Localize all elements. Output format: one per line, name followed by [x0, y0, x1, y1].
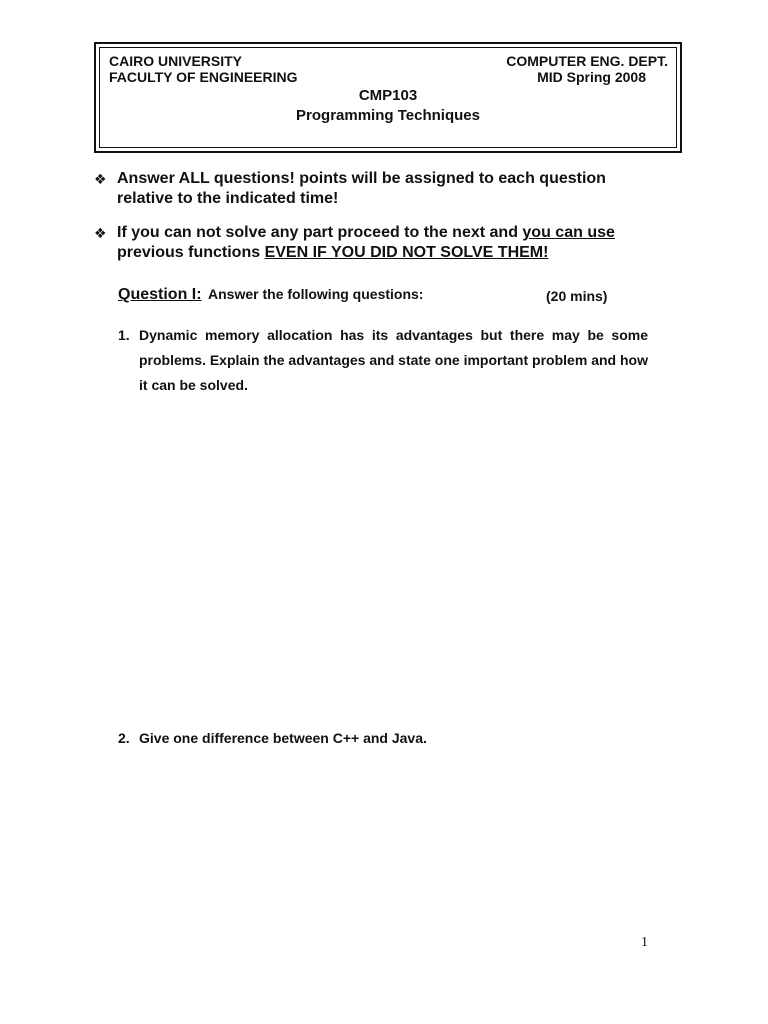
instruction-1-text: Answer ALL questions! points will be assigned to each question relative to the indicated time! — [117, 170, 606, 207]
instruction-2 — [94, 223, 654, 263]
instruction-2-underlined2: EVEN IF YOU DID NOT SOLVE THEM! — [264, 244, 549, 261]
faculty-name: FACULTY OF ENGINEERING — [109, 69, 298, 85]
question-title: Question I: — [118, 286, 202, 303]
item-text: Dynamic memory allocation has its advantages but there may be some problems. Explain the advantages and state one important problem and how it can be solved. — [139, 327, 648, 393]
course-code: CMP103 — [358, 87, 418, 104]
instruction-2-part1: If you can not solve any part proceed to the next and — [117, 224, 523, 241]
instruction-1 — [94, 169, 654, 209]
question-item-1 — [118, 323, 648, 398]
university-name: CAIRO UNIVERSITY — [109, 53, 243, 69]
question-description: Answer the following questions: — [208, 286, 424, 302]
exam-header-box — [94, 42, 682, 153]
diamond-bullet-icon: ❖ — [94, 171, 107, 187]
item-number: 1. — [118, 327, 130, 343]
question-item-2 — [118, 729, 648, 747]
course-name: Programming Techniques — [296, 107, 480, 124]
item-number: 2. — [118, 730, 130, 746]
instruction-2-underlined1: you can use — [522, 224, 615, 241]
question-time: (20 mins) — [546, 288, 608, 304]
instruction-2-part2: previous functions — [117, 244, 265, 261]
question-heading — [118, 286, 638, 304]
page-number: 1 — [641, 935, 648, 950]
diamond-bullet-icon: ❖ — [94, 225, 107, 241]
item-text: Give one difference between C++ and Java. — [139, 730, 427, 746]
department-name: COMPUTER ENG. DEPT. — [506, 53, 668, 69]
instruction-2-text — [94, 223, 654, 263]
exam-term: MID Spring 2008 — [537, 69, 646, 85]
